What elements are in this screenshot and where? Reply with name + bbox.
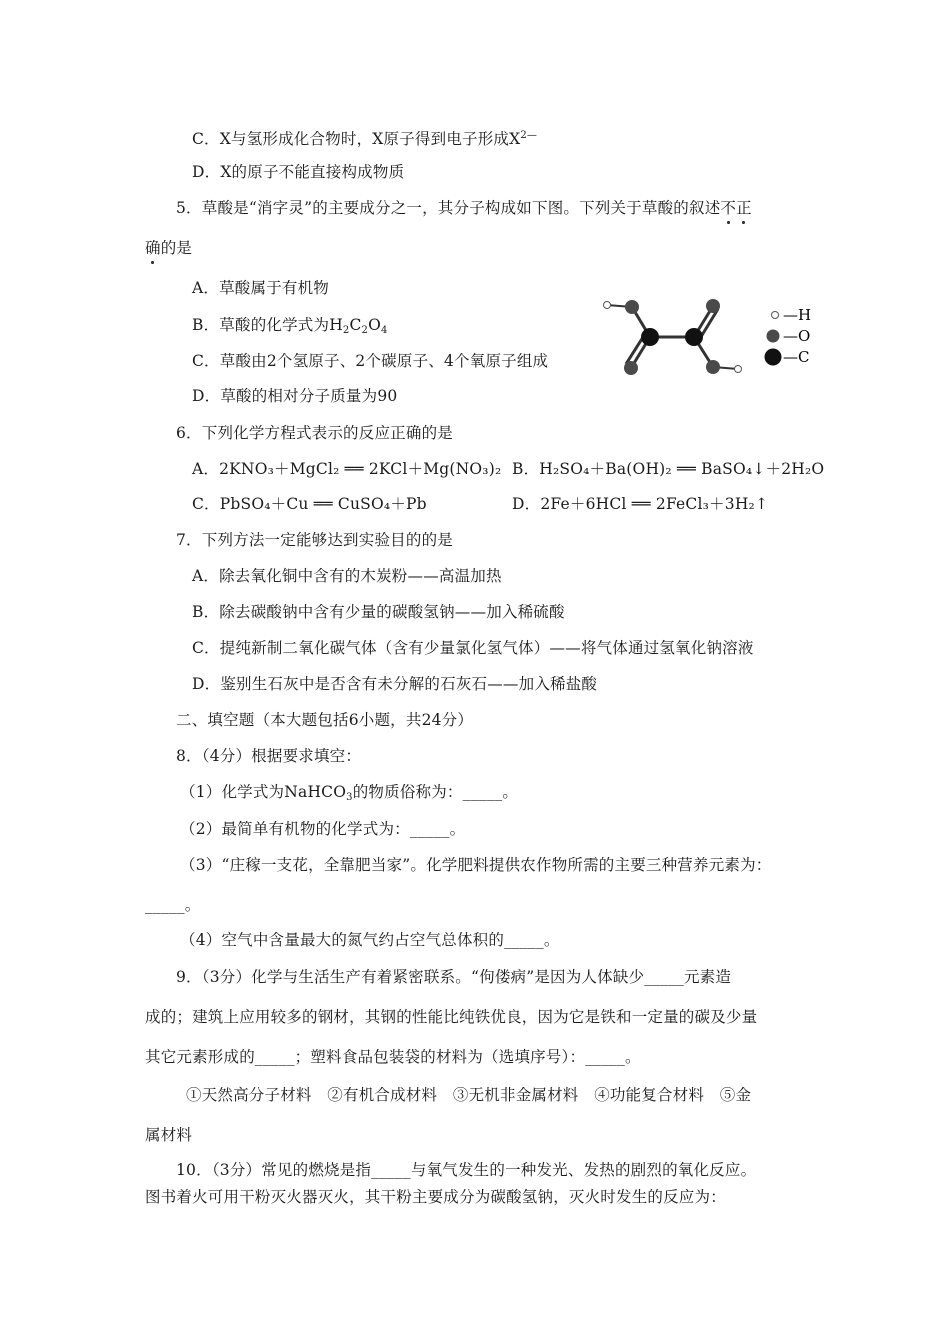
hydrogen-atom [604,302,611,309]
q8-part-2: （2）最简单有机物的化学式为：_____。 [180,820,466,838]
legend-hydrogen-label: —H [783,306,812,324]
oxygen-atom [706,299,720,313]
q10-line-1: 10．（3分）常见的燃烧是指_____与氧气发生的一种发光、发热的剧烈的氧化反应。 [176,1161,757,1179]
q6-option-a: A．2KNO₃＋MgCl₂ ══ 2KCl＋Mg(NO₃)₂ [192,460,502,478]
legend-hydrogen-icon [772,312,779,319]
q5-stem-cont: 确的是 [145,239,193,257]
q5-option-c: C．草酸由2个氢原子、2个碳原子、4个氧原子组成 [192,352,549,370]
q6-option-d: D．2Fe＋6HCl ══ 2FeCl₃＋3H₂↑ [512,495,769,513]
q8-part-3-blank: _____。 [145,896,201,914]
oxygen-atom [706,360,720,374]
q6-option-c: C．PbSO₄＋Cu ══ CuSO₄＋Pb [192,495,427,513]
molecule-bonds [607,305,738,369]
q9-options-cont: 属材料 [145,1126,193,1144]
q9-line-1: 9．（3分）化学与生活生产有着紧密联系。“佝偻病”是因为人体缺少_____元素造 [176,968,732,986]
q5-stem: 5．草酸是“消字灵”的主要成分之一，其分子构成如下图。下列关于草酸的叙述不正 [176,199,752,217]
q8-part-4: （4）空气中含量最大的氮气约占空气总体积的_____。 [180,931,560,949]
carbon-atom [641,328,659,346]
q7-option-c: C．提纯新制二氧化碳气体（含有少量氯化氢气体）——将气体通过氢氧化钠溶液 [192,639,754,657]
q9-line-2: 成的；建筑上应用较多的钢材，其钢的性能比纯铁优良，因为它是铁和一定量的碳及少量 [145,1008,758,1026]
q9-options: ①天然高分子材料 ②有机合成材料 ③无机非金属材料 ④功能复合材料 ⑤金 [186,1086,752,1104]
legend-oxygen-icon [767,330,780,343]
oxygen-atom [624,361,638,375]
hydrogen-atom [735,366,742,373]
q9-line-3: 其它元素形成的_____；塑料食品包装袋的材料为（选填序号）：_____。 [145,1048,641,1066]
q6-stem: 6．下列化学方程式表示的反应正确的是 [176,424,453,442]
q7-stem: 7．下列方法一定能够达到实验目的的是 [176,531,453,549]
q8-part-3: （3）“庄稼一支花，全靠肥当家”。化学肥料提供农作物所需的主要三种营养元素为： [180,856,772,874]
q4-option-c: C．X与氢形成化合物时，X原子得到电子形成$X^{2—}$ [192,130,538,148]
legend-oxygen-label: —O [783,327,811,345]
q10-line-2: 图书着火可用干粉灭火器灭火，其干粉主要成分为碳酸氢钠，灭火时发生的反应为： [145,1188,726,1206]
section-2-heading: 二、填空题（本大题包括6小题，共24分） [176,711,474,729]
oxygen-atom [625,300,639,314]
legend-carbon-label: —C [783,348,810,366]
oxalic-acid-molecule-diagram [595,290,825,390]
q7-option-d: D．鉴别生石灰中是否含有未分解的石灰石——加入稀盐酸 [192,675,598,693]
q5-option-d: D．草酸的相对分子质量为90 [192,387,398,405]
q5-option-a: A．草酸属于有机物 [192,279,329,297]
q8-stem: 8．（4分）根据要求填空： [176,747,362,765]
legend-carbon-icon [765,349,782,366]
q6-option-b: B．H₂SO₄＋Ba(OH)₂ ══ BaSO₄↓＋2H₂O [512,460,825,478]
q8-part-1: （1）化学式为NaHCO$_3$的物质俗称为：_____。 [180,783,519,803]
q4-option-d: D．X的原子不能直接构成物质 [192,163,405,181]
carbon-atom [685,328,703,346]
q7-option-a: A．除去氧化铜中含有的木炭粉——高温加热 [192,567,502,585]
q5-option-b: B．草酸的化学式为$H_2C_2O_4$ [192,316,388,336]
q7-option-b: B．除去碳酸钠中含有少量的碳酸氢钠——加入稀硫酸 [192,603,565,621]
